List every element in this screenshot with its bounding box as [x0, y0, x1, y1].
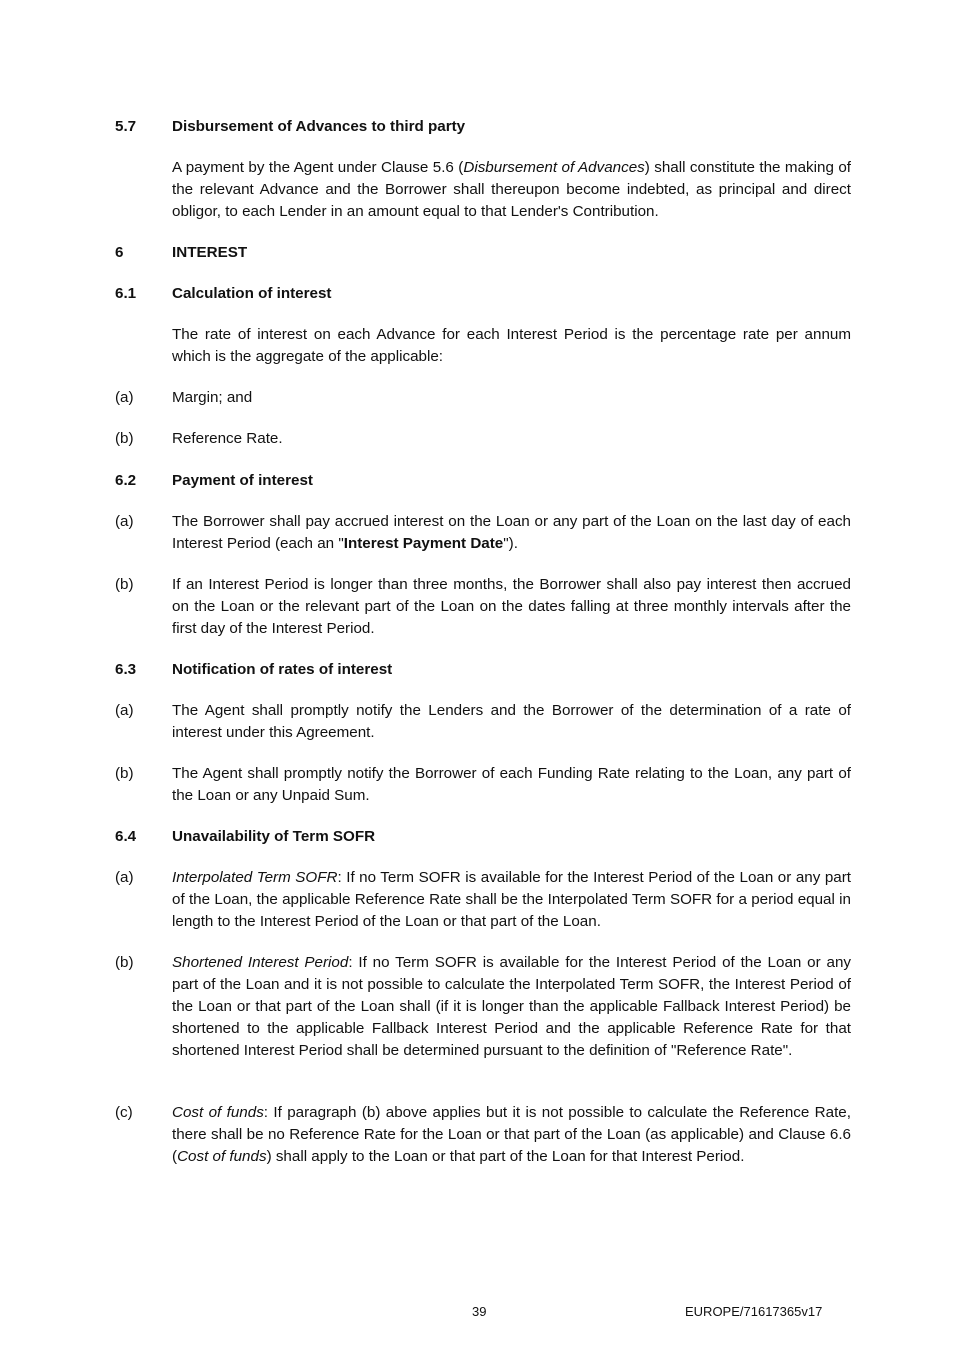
- item-label: (c): [115, 1104, 133, 1121]
- item-text: If an Interest Period is longer than three months, the Borrower shall also pay interest then accrued on the Loan or the relevant part of the Loan on the dates falling at three monthly intervals after the first day of the Interest Period.: [172, 576, 851, 637]
- item-text: Reference Rate.: [172, 430, 283, 447]
- item-label: (b): [115, 430, 134, 447]
- section-number: 6.2: [115, 472, 137, 489]
- item-label: (a): [115, 869, 134, 886]
- item-label: (a): [115, 702, 134, 719]
- item-label: (b): [115, 954, 134, 971]
- item-text: The Agent shall promptly notify the Borrower of each Funding Rate relating to the Loan, any part of the Loan or any Unpaid Sum.: [172, 765, 851, 804]
- item-label: (a): [115, 389, 134, 406]
- section-title: Notification of rates of interest: [172, 661, 393, 678]
- section-title: Payment of interest: [172, 472, 313, 489]
- section-number: 5.7: [115, 118, 137, 135]
- item-text: The Agent shall promptly notify the Lenders and the Borrower of the determination of a rate of interest under this Agreement.: [172, 702, 851, 741]
- section-title: Calculation of interest: [172, 285, 332, 302]
- section-6-1-intro: The rate of interest on each Advance for each Interest Period is the percentage rate per annum which is the aggregate of the applicable:: [172, 326, 851, 365]
- item-text: Cost of funds: If paragraph (b) above applies but it is not possible to calculate the Reference Rate, there shall be no Reference Rate for the Loan or that part of the Loan (as applicable) and Clause 6.6 (Cost of funds) shall apply to the Loan or that part of the Loan for that Interest Period.: [172, 1104, 851, 1165]
- item-text: Interpolated Term SOFR: If no Term SOFR is available for the Interest Period of the Loan or any part of the Loan, the applicable Reference Rate shall be the Interpolated Term SOFR for a period equal in length to the Interest Period of the Loan or that part of the Loan.: [172, 869, 851, 930]
- item-label: (b): [115, 765, 134, 782]
- section-number: 6: [115, 244, 124, 261]
- section-title: INTEREST: [172, 244, 248, 261]
- section-5-7-body: A payment by the Agent under Clause 5.6 (Disbursement of Advances) shall constitute the making of the relevant Advance and the Borrower shall thereupon become indebted, as principal and direct obligor, to each Lender in an amount equal to that Lender's Contribution.: [172, 159, 851, 220]
- item-text: Margin; and: [172, 389, 253, 406]
- item-text: The Borrower shall pay accrued interest on the Loan or any part of the Loan on the last day of each Interest Period (each an "Interest Payment Date").: [172, 513, 851, 552]
- section-number: 6.1: [115, 285, 137, 302]
- item-label: (b): [115, 576, 134, 593]
- section-number: 6.4: [115, 828, 137, 845]
- section-number: 6.3: [115, 661, 137, 678]
- section-title: Disbursement of Advances to third party: [172, 118, 466, 135]
- page-number: 39: [472, 1304, 487, 1319]
- section-title: Unavailability of Term SOFR: [172, 828, 376, 845]
- item-label: (a): [115, 513, 134, 530]
- item-text: Shortened Interest Period: If no Term SOFR is available for the Interest Period of the Loan or any part of the Loan and it is not possible to calculate the Interpolated Term SOFR, the Interest Period of the Loan or that part of the Loan shall (if it is longer than the applicable Fallback Interest Period) be shortened to the applicable Fallback Interest Period and the applicable Reference Rate for that shortened Interest Period shall be determined pursuant to the definition of "Reference Rate".: [172, 954, 852, 1059]
- document-reference: EUROPE/71617365v17: [685, 1304, 823, 1319]
